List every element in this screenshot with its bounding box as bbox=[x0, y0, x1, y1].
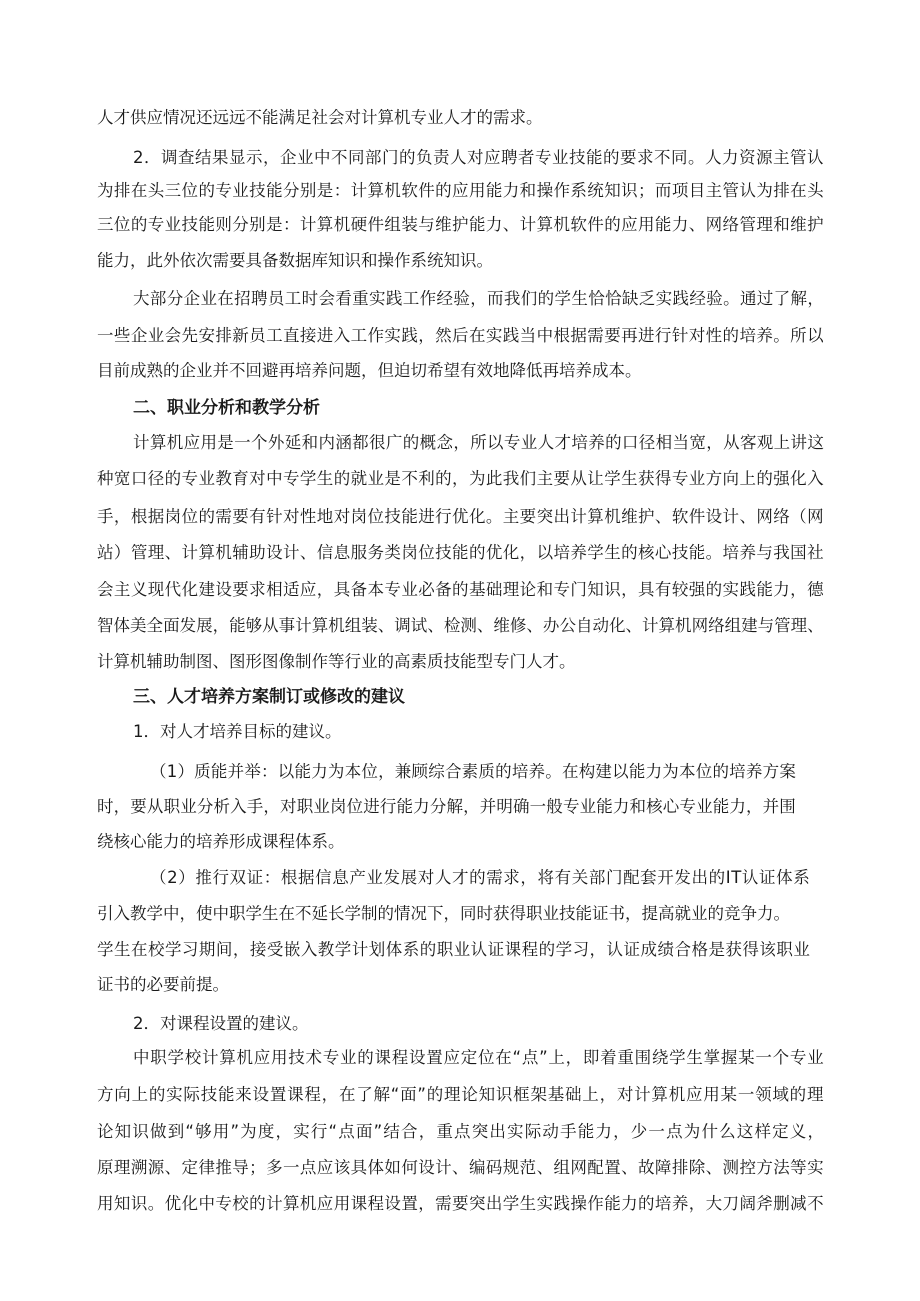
text-line: 站 ） 管 理 、 计 算 机 辅 助 设 计 、 信 息 服 务 类 岗 位 技 能 的 优 化 ， 以 培 养 学 生 的 核 心 技 能 。 培 养 与 我 国 社 bbox=[97, 543, 824, 562]
section-heading: 三、人才培养方案制订或修改的建议 bbox=[133, 687, 405, 707]
text-line: 智 体 美 全 面 发 展 ， 能 够 从 事 计 算 机 组 装 、 调 试 、 检 测 、 维 修 、 办 公 自 动 化 、 计 算 机 网 络 组 建 与 管 理 、 bbox=[97, 616, 824, 635]
text-line: 目前成熟的企业并不回避再培养问题，但迫切希望有效地降低再培养成本。 bbox=[97, 361, 642, 380]
text-line: （ 1 ） 质 能 并 举 ： 以 能 力 为 本 位 ， 兼 顾 综 合 素 质 的 培 养 。 在 构 建 以 能 力 为 本 位 的 培 养 方 案 bbox=[150, 762, 796, 781]
text-line: 学 生 在 校 学 习 期 间 ， 接 受 嵌 入 教 学 计 划 体 系 的 职 业 认 证 课 程 的 学 习 ， 认 证 成 绩 合 格 是 获 得 该 职 业 bbox=[97, 940, 810, 959]
text-line: 为 排 在 头 三 位 的 专 业 技 能 分 别 是 ： 计 算 机 软 件 的 应 用 能 力 和 操 作 系 统 知 识 ； 而 项 目 主 管 认 为 排 在 头 bbox=[97, 181, 824, 200]
text-line: 种 宽 口 径 的 专 业 教 育 对 中 专 学 生 的 就 业 是 不 利 的 ， 为 此 我 们 主 要 从 让 学 生 获 得 专 业 方 向 上 的 强 化 入 bbox=[97, 469, 824, 488]
text-line: 三 位 的 专 业 技 能 则 分 别 是 ： 计 算 机 硬 件 组 装 与 维 护 能 力 、 计 算 机 软 件 的 应 用 能 力 、 网 络 管 理 和 维 护 bbox=[97, 215, 824, 234]
text-line: 2 ． 调 查 结 果 显 示 ， 企 业 中 不 同 部 门 的 负 责 人 对 应 聘 者 专 业 技 能 的 要 求 不 同 。 人 力 资 源 主 管 认 bbox=[133, 148, 824, 167]
text-line: 1．对人才培养目标的建议。 bbox=[133, 722, 342, 741]
text-line: 计算机辅助制图、图形图像制作等行业的高素质技能型专门人才。 bbox=[97, 652, 576, 671]
text-line: 计 算 机 应 用 是 一 个 外 延 和 内 涵 都 很 广 的 概 念 ， 所 以 专 业 人 才 培 养 的 口 径 相 当 宽 ， 从 客 观 上 讲 这 bbox=[133, 433, 824, 452]
text-line: 用 知 识 。 优 化 中 专 校 的 计 算 机 应 用 课 程 设 置 ， 需 要 突 出 学 生 实 践 操 作 能 力 的 培 养 ， 大 刀 阔 斧 删 减 不 bbox=[97, 1194, 824, 1213]
section-heading: 二、职业分析和教学分析 bbox=[133, 398, 320, 418]
text-line: 时 ， 要 从 职 业 分 析 入 手 ， 对 职 业 岗 位 进 行 能 力 分 解 ， 并 明 确 一 般 专 业 能 力 和 核 心 专 业 能 力 ， 并 围 bbox=[97, 797, 796, 816]
text-line: 大 部 分 企 业 在 招 聘 员 工 时 会 看 重 实 践 工 作 经 验 ， 而 我 们 的 学 生 恰 恰 缺 乏 实 践 经 验 。 通 过 了 解 ， bbox=[133, 289, 824, 308]
text-line: 人才供应情况还远远不能满足社会对计算机专业人才的需求。 bbox=[97, 108, 543, 127]
text-line: 会 主 义 现 代 化 建 设 要 求 相 适 应 ， 具 备 本 专 业 必 备 的 基 础 理 论 和 专 门 知 识 ， 具 有 较 强 的 实 践 能 力 ， 德 bbox=[97, 580, 824, 599]
text-line: 能力，此外依次需要具备数据库知识和操作系统知识。 bbox=[97, 251, 493, 270]
text-line: 原 理 溯 源 、 定 律 推 导 ； 多 一 点 应 该 具 体 如 何 设 计 、 编 码 规 范 、 组 网 配 置 、 故 障 排 除 、 测 控 方 法 等 实 bbox=[97, 1158, 824, 1177]
text-line: 一 些 企 业 会 先 安 排 新 员 工 直 接 进 入 工 作 实 践 ， 然 后 在 实 践 当 中 根 据 需 要 再 进 行 针 对 性 的 培 养 。 所 以 bbox=[97, 326, 824, 345]
text-line: 论 知 识 做 到 “ 够 用 ” 为 度 ， 实 行 “ 点 面 ” 结 合 ， 重 点 突 出 实 际 动 手 能 力 ， 少 一 点 为 什 么 这 样 定 义 ， bbox=[97, 1122, 824, 1141]
text-line: 方 向 上 的 实 际 技 能 来 设 置 课 程 ， 在 了 解 “ 面 ” 的 理 论 知 识 框 架 基 础 上 ， 对 计 算 机 应 用 某 一 领 域 的 理 bbox=[97, 1085, 824, 1104]
text-line: （ 2 ） 推 行 双 证 ： 根 据 信 息 产 业 发 展 对 人 才 的 需 求 ， 将 有 关 部 门 配 套 开 发 出 的 I T 认 证 体 系 bbox=[150, 868, 810, 887]
text-line: 引入教学中，使中职学生在不延长学制的情况下，同时获得职业技能证书，提高就业的竞争力。 bbox=[97, 904, 790, 923]
text-line: 绕核心能力的培养形成课程体系。 bbox=[97, 832, 345, 851]
text-line: 2．对课程设置的建议。 bbox=[133, 1014, 309, 1033]
text-line: 中 职 学 校 计 算 机 应 用 技 术 专 业 的 课 程 设 置 应 定 位 在 “ 点 ” 上 ， 即 着 重 围 绕 学 生 掌 握 某 一 个 专 业 bbox=[133, 1048, 824, 1067]
text-line: 手 ， 根 据 岗 位 的 需 要 有 针 对 性 地 对 岗 位 技 能 进 行 优 化 。 主 要 突 出 计 算 机 维 护 、 软 件 设 计 、 网 络 （ 网 bbox=[97, 507, 824, 526]
text-line: 证书的必要前提。 bbox=[97, 975, 229, 994]
